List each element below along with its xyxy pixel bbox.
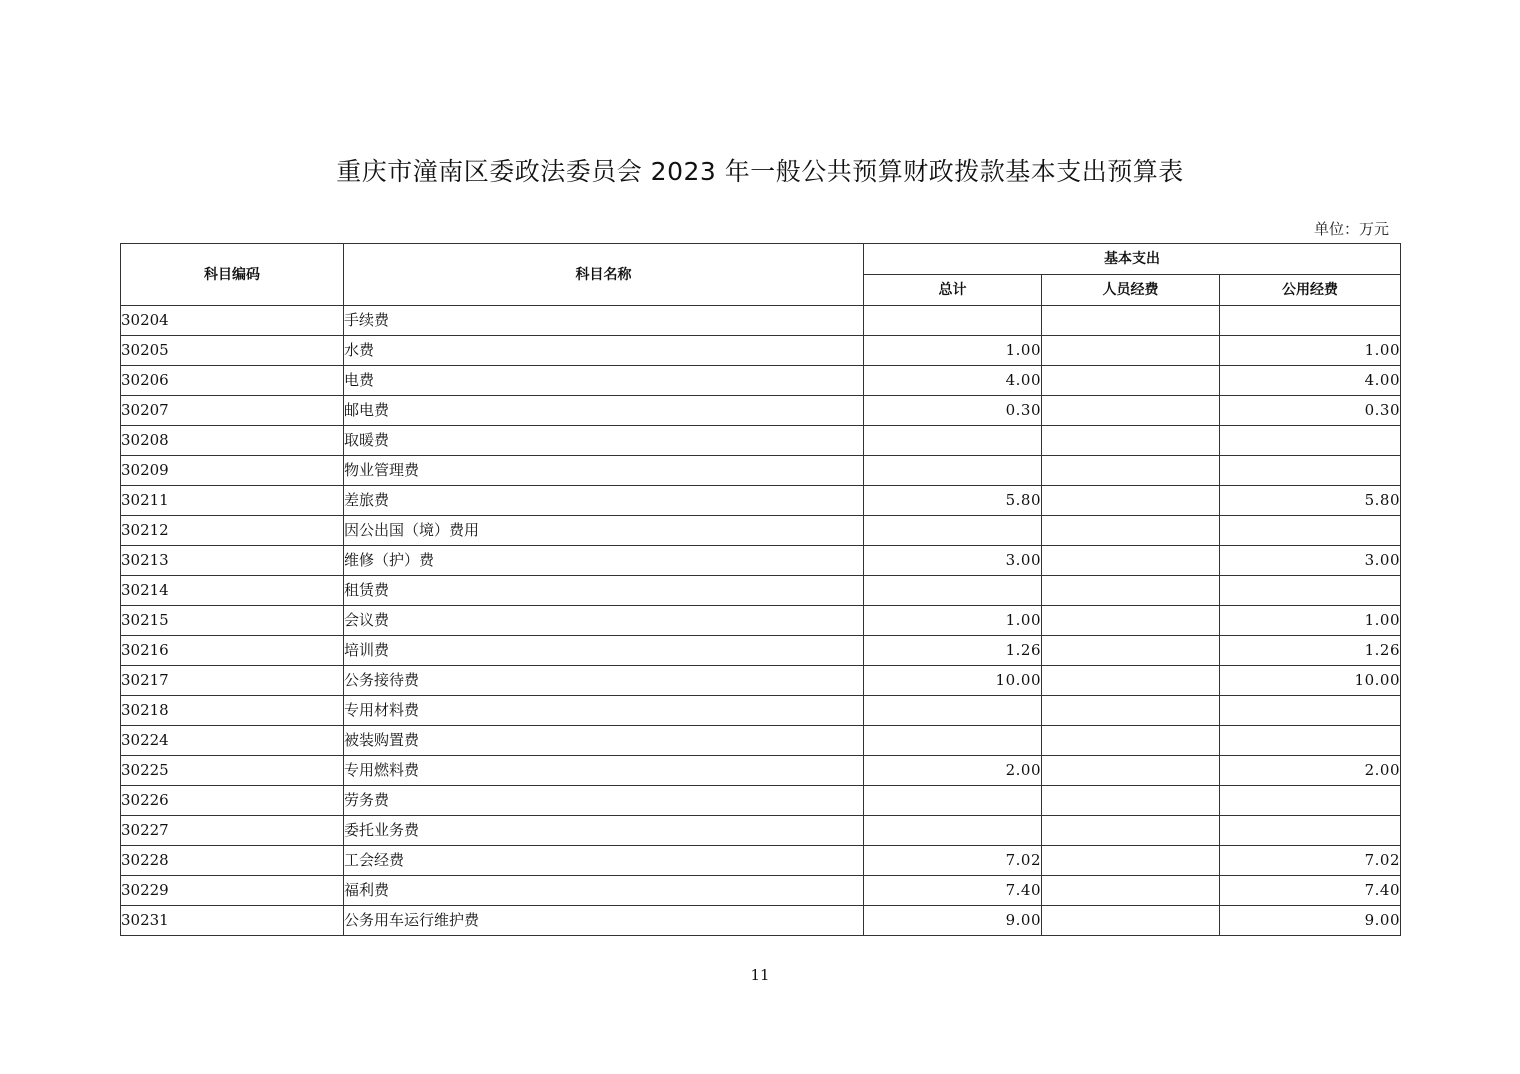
cell-personnel	[1042, 876, 1220, 906]
header-public: 公用经费	[1220, 275, 1401, 306]
table-row	[121, 486, 1401, 516]
cell-public	[1220, 426, 1401, 456]
cell-code: 30217	[121, 666, 344, 696]
cell-personnel	[1042, 426, 1220, 456]
header-row-1	[121, 244, 1401, 275]
cell-personnel	[1042, 756, 1220, 786]
cell-public	[1220, 306, 1401, 336]
cell-code: 30214	[121, 576, 344, 606]
cell-code: 30231	[121, 906, 344, 936]
cell-total: 10.00	[864, 666, 1042, 696]
table-row	[121, 426, 1401, 456]
cell-public	[1220, 576, 1401, 606]
cell-public: 9.00	[1220, 906, 1401, 936]
table-row	[121, 786, 1401, 816]
cell-public: 10.00	[1220, 666, 1401, 696]
table-row	[121, 576, 1401, 606]
cell-name: 维修（护）费	[344, 546, 864, 576]
page-number: 11	[750, 966, 770, 984]
cell-total	[864, 426, 1042, 456]
cell-public	[1220, 696, 1401, 726]
cell-name: 被装购置费	[344, 726, 864, 756]
table-row	[121, 666, 1401, 696]
cell-personnel	[1042, 666, 1220, 696]
cell-personnel	[1042, 546, 1220, 576]
cell-public	[1220, 786, 1401, 816]
budget-table	[120, 243, 1401, 936]
table-row	[121, 636, 1401, 666]
table-row	[121, 816, 1401, 846]
cell-total: 0.30	[864, 396, 1042, 426]
cell-name: 工会经费	[344, 846, 864, 876]
cell-public: 3.00	[1220, 546, 1401, 576]
table-row	[121, 756, 1401, 786]
cell-total	[864, 516, 1042, 546]
cell-total	[864, 726, 1042, 756]
header-personnel: 人员经费	[1042, 275, 1220, 306]
cell-total: 1.00	[864, 606, 1042, 636]
cell-personnel	[1042, 456, 1220, 486]
cell-name: 专用燃料费	[344, 756, 864, 786]
table-row	[121, 546, 1401, 576]
cell-personnel	[1042, 576, 1220, 606]
header-total: 总计	[864, 275, 1042, 306]
cell-code: 30225	[121, 756, 344, 786]
table-row	[121, 396, 1401, 426]
cell-public	[1220, 816, 1401, 846]
cell-name: 租赁费	[344, 576, 864, 606]
cell-code: 30207	[121, 396, 344, 426]
cell-personnel	[1042, 906, 1220, 936]
cell-total: 1.26	[864, 636, 1042, 666]
cell-code: 30208	[121, 426, 344, 456]
cell-name: 福利费	[344, 876, 864, 906]
cell-personnel	[1042, 336, 1220, 366]
cell-name: 邮电费	[344, 396, 864, 426]
cell-personnel	[1042, 396, 1220, 426]
cell-name: 会议费	[344, 606, 864, 636]
cell-name: 水费	[344, 336, 864, 366]
page-title: 重庆市潼南区委政法委员会 2023 年一般公共预算财政拨款基本支出预算表	[336, 157, 1184, 186]
cell-total: 5.80	[864, 486, 1042, 516]
table-header	[121, 244, 1401, 306]
cell-personnel	[1042, 366, 1220, 396]
table-row	[121, 876, 1401, 906]
cell-total: 1.00	[864, 336, 1042, 366]
cell-name: 取暖费	[344, 426, 864, 456]
header-code: 科目编码	[121, 244, 344, 306]
cell-total	[864, 576, 1042, 606]
cell-total: 2.00	[864, 756, 1042, 786]
cell-total: 4.00	[864, 366, 1042, 396]
table-body	[121, 306, 1401, 936]
cell-total: 9.00	[864, 906, 1042, 936]
header-name: 科目名称	[344, 244, 864, 306]
cell-public	[1220, 726, 1401, 756]
table-row	[121, 906, 1401, 936]
cell-name: 手续费	[344, 306, 864, 336]
cell-public: 0.30	[1220, 396, 1401, 426]
cell-code: 30205	[121, 336, 344, 366]
table-row	[121, 306, 1401, 336]
cell-code: 30204	[121, 306, 344, 336]
table-row	[121, 696, 1401, 726]
cell-code: 30213	[121, 546, 344, 576]
cell-public: 1.00	[1220, 606, 1401, 636]
cell-name: 培训费	[344, 636, 864, 666]
cell-code: 30211	[121, 486, 344, 516]
cell-code: 30226	[121, 786, 344, 816]
cell-personnel	[1042, 636, 1220, 666]
table-row	[121, 726, 1401, 756]
cell-total: 7.40	[864, 876, 1042, 906]
cell-code: 30227	[121, 816, 344, 846]
header-basic-expenditure: 基本支出	[864, 244, 1401, 275]
cell-name: 差旅费	[344, 486, 864, 516]
cell-total	[864, 456, 1042, 486]
cell-name: 公务用车运行维护费	[344, 906, 864, 936]
unit-label: 单位：万元	[1313, 220, 1389, 238]
cell-public: 1.26	[1220, 636, 1401, 666]
cell-personnel	[1042, 696, 1220, 726]
table-row	[121, 846, 1401, 876]
cell-public: 5.80	[1220, 486, 1401, 516]
cell-personnel	[1042, 486, 1220, 516]
cell-code: 30218	[121, 696, 344, 726]
cell-total: 3.00	[864, 546, 1042, 576]
cell-personnel	[1042, 606, 1220, 636]
cell-public: 7.40	[1220, 876, 1401, 906]
cell-code: 30212	[121, 516, 344, 546]
table-row	[121, 606, 1401, 636]
table-row	[121, 456, 1401, 486]
cell-code: 30215	[121, 606, 344, 636]
cell-code: 30228	[121, 846, 344, 876]
cell-total	[864, 786, 1042, 816]
cell-total	[864, 816, 1042, 846]
cell-personnel	[1042, 846, 1220, 876]
cell-code: 30229	[121, 876, 344, 906]
cell-name: 物业管理费	[344, 456, 864, 486]
cell-name: 因公出国（境）费用	[344, 516, 864, 546]
cell-public: 4.00	[1220, 366, 1401, 396]
cell-code: 30206	[121, 366, 344, 396]
cell-personnel	[1042, 516, 1220, 546]
table-row	[121, 366, 1401, 396]
table-row	[121, 336, 1401, 366]
cell-personnel	[1042, 786, 1220, 816]
cell-name: 公务接待费	[344, 666, 864, 696]
cell-name: 委托业务费	[344, 816, 864, 846]
cell-name: 专用材料费	[344, 696, 864, 726]
cell-public: 1.00	[1220, 336, 1401, 366]
cell-personnel	[1042, 726, 1220, 756]
cell-code: 30209	[121, 456, 344, 486]
cell-code: 30216	[121, 636, 344, 666]
cell-public	[1220, 516, 1401, 546]
cell-total: 7.02	[864, 846, 1042, 876]
cell-personnel	[1042, 816, 1220, 846]
cell-public: 7.02	[1220, 846, 1401, 876]
cell-personnel	[1042, 306, 1220, 336]
cell-name: 电费	[344, 366, 864, 396]
cell-name: 劳务费	[344, 786, 864, 816]
cell-public	[1220, 456, 1401, 486]
cell-public: 2.00	[1220, 756, 1401, 786]
cell-code: 30224	[121, 726, 344, 756]
cell-total	[864, 696, 1042, 726]
cell-total	[864, 306, 1042, 336]
table-row	[121, 516, 1401, 546]
